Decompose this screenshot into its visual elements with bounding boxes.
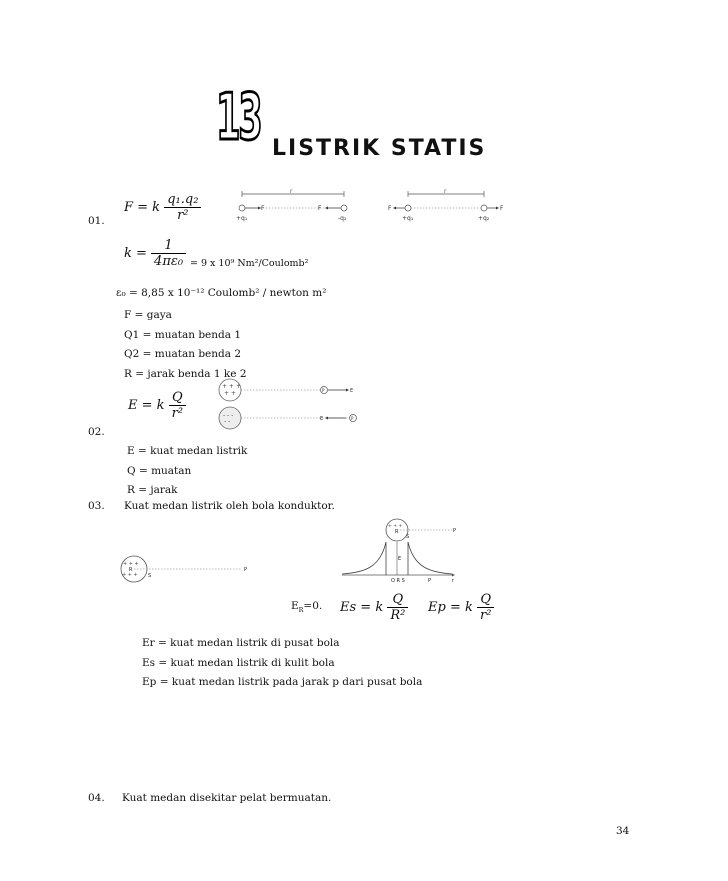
legend-line: E = kuat medan listrik xyxy=(127,445,248,457)
epsilon-value: ε₀ = 8,85 x 10⁻¹² Coulomb² / newton m² xyxy=(116,287,327,299)
legend-line: Q1 = muatan benda 1 xyxy=(124,328,242,341)
q2-label: +q₂ xyxy=(478,215,490,222)
legend-line: Es = kuat medan listrik di kulit bola xyxy=(142,656,335,669)
svg-text:r: r xyxy=(452,578,455,584)
formula-lhs: k = xyxy=(124,246,147,261)
fraction-numerator: 1 xyxy=(151,238,186,254)
distance-label: r xyxy=(444,188,447,195)
section-03-legend xyxy=(142,634,422,693)
force-label-1: F xyxy=(261,205,265,212)
formula-lhs: F = k xyxy=(124,200,161,215)
svg-text:E: E xyxy=(398,556,402,562)
fraction-denominator: 4πε₀ xyxy=(154,254,184,269)
k-formula xyxy=(124,238,186,269)
formula-fraction xyxy=(151,238,186,269)
svg-text:+ + +: + + + xyxy=(123,561,139,567)
q1-label: +q₁ xyxy=(402,215,414,222)
svg-text:P: P xyxy=(428,578,432,584)
fraction-denominator: r² xyxy=(171,406,184,421)
formula-fraction xyxy=(169,390,186,421)
section-03-number: 03. xyxy=(88,500,105,512)
charge-q1 xyxy=(239,205,245,211)
field-diagram xyxy=(212,376,362,432)
legend-line: R = jarak benda 1 ke 2 xyxy=(124,367,247,380)
fraction-denominator: r² xyxy=(177,208,189,223)
field-label: E xyxy=(350,388,354,394)
q1-label: +q₁ xyxy=(236,215,248,222)
k-value: = 9 x 10⁹ Nm²/Coulomb² xyxy=(190,258,309,269)
legend-line: Q = muatan xyxy=(127,464,192,477)
section-01-number: 01. xyxy=(88,215,105,227)
section-03-title: Kuat medan listrik oleh bola konduktor. xyxy=(124,500,335,512)
legend-line: R = jarak xyxy=(127,484,178,496)
section-02-legend xyxy=(127,442,247,501)
section-01-legend xyxy=(124,306,247,384)
fraction-numerator: q₁.q₂ xyxy=(164,192,201,208)
svg-text:R: R xyxy=(129,567,133,573)
chapter-number: 13 xyxy=(216,81,261,155)
svg-text:S: S xyxy=(406,534,410,540)
attraction-diagram xyxy=(232,188,362,224)
section-02-number: 02. xyxy=(88,426,105,438)
svg-text:+ +: + + xyxy=(224,390,236,397)
svg-text:S: S xyxy=(148,573,152,579)
es-formula: Es = k $\frac{Q}{\text{R²}}$ xyxy=(340,592,408,623)
svg-text:R: R xyxy=(395,529,399,535)
svg-text:+ + +: + + + xyxy=(388,524,403,529)
section-04-title: Kuat medan disekitar pelat bermuatan. xyxy=(122,792,332,804)
charge-q2 xyxy=(481,205,487,211)
legend-line: F = gaya xyxy=(124,309,172,321)
field-graph xyxy=(340,518,460,584)
fraction-numerator: Q xyxy=(169,390,186,406)
legend-line: Q2 = muatan benda 2 xyxy=(124,348,242,360)
svg-text:- -: - - xyxy=(224,418,231,425)
force-label-2: F xyxy=(318,205,322,212)
svg-text:P: P xyxy=(453,528,457,534)
coulomb-formula xyxy=(124,192,201,223)
page-number: 34 xyxy=(616,825,630,837)
ep-formula: Ep = k $\frac{Q}{\text{r²}}$ xyxy=(428,592,494,623)
legend-line: Ep = kuat medan listrik pada jarak p dari pusat bola xyxy=(142,676,423,688)
page-title: LISTRIK STATIS xyxy=(272,136,487,161)
q2-label: -q₂ xyxy=(338,215,347,222)
field-formula xyxy=(128,390,186,421)
charge-q2 xyxy=(341,205,347,211)
svg-text:P: P xyxy=(244,567,248,573)
svg-text:P: P xyxy=(351,416,354,421)
distance-label: r xyxy=(290,188,293,195)
svg-text:O R S: O R S xyxy=(391,578,405,584)
force-label-1: F xyxy=(388,205,392,212)
charge-q1 xyxy=(405,205,411,211)
formula-lhs: E = k xyxy=(128,398,165,413)
legend-line: Er = kuat medan listrik di pusat bola xyxy=(142,637,340,649)
er-formula: $E_R=0$. xyxy=(291,600,323,615)
formula-fraction xyxy=(164,192,201,223)
svg-text:+ + +: + + + xyxy=(122,572,138,578)
section-04-number: 04. xyxy=(88,792,105,804)
svg-text:- - -: - - - xyxy=(223,412,234,419)
force-label-2: F xyxy=(500,205,504,212)
field-label: E xyxy=(320,416,324,422)
repulsion-diagram xyxy=(388,188,508,224)
sphere-diagram xyxy=(114,554,254,584)
svg-text:+ + +: + + + xyxy=(222,383,241,390)
svg-text:P: P xyxy=(322,388,325,393)
